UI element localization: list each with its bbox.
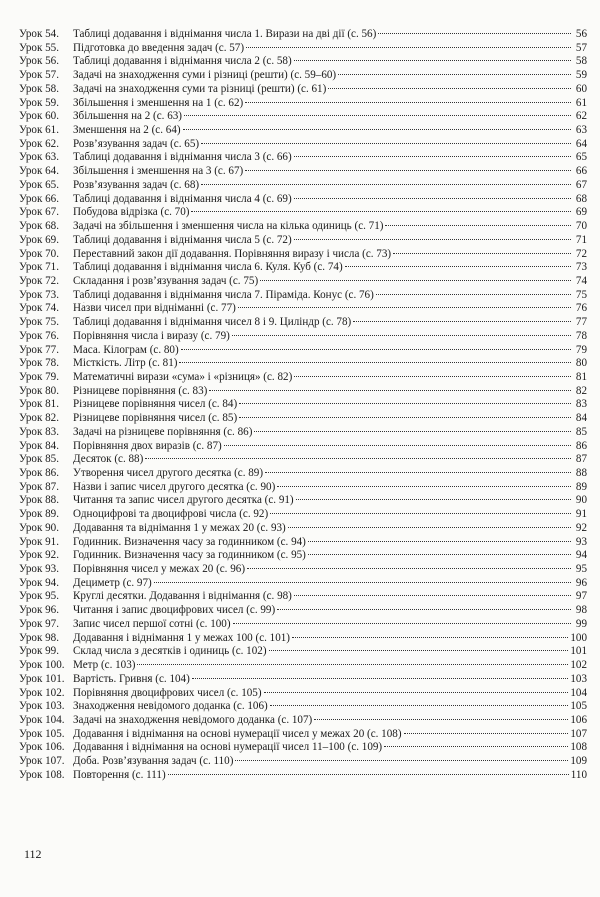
lesson-number: Урок 78. bbox=[19, 357, 60, 370]
toc-entry bbox=[19, 714, 587, 728]
toc-entry bbox=[19, 234, 587, 248]
lesson-number: Урок 64. bbox=[19, 165, 60, 178]
page-ref: 89 bbox=[575, 480, 587, 493]
toc-entry bbox=[19, 467, 587, 481]
lesson-number: Урок 70. bbox=[19, 247, 60, 260]
page-ref: 95 bbox=[575, 563, 587, 576]
toc-entry bbox=[19, 124, 587, 138]
lesson-number: Урок 95. bbox=[19, 590, 60, 603]
lesson-title: Різницеве порівняння (с. 83) bbox=[73, 384, 208, 397]
lesson-number: Урок 58. bbox=[19, 82, 60, 95]
lesson-title: Розв’язування задач (с. 68) bbox=[73, 178, 200, 191]
lesson-number: Урок 88. bbox=[19, 494, 60, 507]
dot-leader bbox=[137, 664, 568, 665]
lesson-number: Урок 59. bbox=[19, 96, 60, 109]
toc-entry bbox=[19, 632, 587, 646]
dot-leader bbox=[294, 198, 571, 199]
toc-entry bbox=[19, 398, 587, 412]
toc-entry bbox=[19, 330, 587, 344]
lesson-number: Урок 89. bbox=[19, 508, 60, 521]
lesson-number: Урок 93. bbox=[19, 563, 60, 576]
dot-leader bbox=[145, 458, 571, 459]
lesson-title: Таблиці додавання і віднімання числа 1. Вирази на дві дії (с. 56) bbox=[73, 28, 377, 40]
dot-leader bbox=[277, 486, 571, 487]
lesson-title: Переставний закон дії додавання. Порівняння виразу і числа (с. 73) bbox=[73, 247, 392, 260]
toc-entry bbox=[19, 206, 587, 220]
lesson-number: Урок 90. bbox=[19, 521, 60, 534]
lesson-title: Круглі десятки. Додавання і віднімання (с. 98) bbox=[73, 590, 292, 603]
page-ref: 92 bbox=[575, 521, 587, 534]
lesson-title: Годинник. Визначення часу за годинником (с. 95) bbox=[73, 549, 306, 562]
toc-entry bbox=[19, 549, 587, 563]
table-of-contents bbox=[19, 28, 587, 783]
toc-entry bbox=[19, 563, 587, 577]
page-ref: 103 bbox=[570, 672, 587, 685]
dot-leader bbox=[292, 637, 568, 638]
lesson-title: Додавання і віднімання на основі нумерації чисел 11–100 (с. 109) bbox=[73, 741, 383, 754]
lesson-number: Урок 105. bbox=[19, 727, 65, 740]
page-ref: 63 bbox=[575, 124, 587, 137]
page-ref: 106 bbox=[570, 713, 587, 726]
lesson-number: Урок 65. bbox=[19, 178, 60, 191]
lesson-number: Урок 75. bbox=[19, 316, 60, 329]
dot-leader bbox=[209, 390, 571, 391]
lesson-title: Запис чисел першої сотні (с. 100) bbox=[73, 617, 231, 630]
lesson-number: Урок 85. bbox=[19, 453, 60, 466]
lesson-number: Урок 102. bbox=[19, 686, 65, 699]
toc-entry bbox=[19, 179, 587, 193]
dot-leader bbox=[338, 74, 571, 75]
lesson-number: Урок 81. bbox=[19, 398, 60, 411]
page-ref: 65 bbox=[575, 151, 587, 164]
page-ref: 97 bbox=[575, 590, 587, 603]
lesson-number: Урок 74. bbox=[19, 302, 60, 315]
lesson-number: Урок 87. bbox=[19, 480, 60, 493]
lesson-title: Таблиці додавання і віднімання числа 4 (с. 69) bbox=[73, 192, 292, 205]
lesson-number: Урок 86. bbox=[19, 467, 60, 479]
dot-leader bbox=[224, 445, 571, 446]
toc-entry bbox=[19, 275, 587, 289]
lesson-number: Урок 84. bbox=[19, 439, 60, 452]
page-ref: 59 bbox=[575, 69, 587, 82]
page-ref: 107 bbox=[570, 727, 587, 740]
dot-leader bbox=[308, 554, 571, 555]
page-ref: 60 bbox=[575, 82, 587, 95]
lesson-title: Таблиці додавання і віднімання числа 2 (с. 58) bbox=[73, 55, 292, 68]
lesson-number: Урок 60. bbox=[19, 110, 60, 123]
lesson-number: Урок 92. bbox=[19, 549, 60, 562]
page-ref: 84 bbox=[575, 412, 587, 425]
lesson-number: Урок 106. bbox=[19, 741, 65, 754]
page-ref: 88 bbox=[575, 467, 587, 479]
lesson-number: Урок 56. bbox=[19, 55, 60, 68]
toc-entry bbox=[19, 385, 587, 399]
page-ref: 100 bbox=[570, 631, 587, 644]
page-ref: 61 bbox=[575, 96, 587, 109]
toc-entry bbox=[19, 42, 587, 56]
lesson-number: Урок 76. bbox=[19, 329, 60, 342]
lesson-title: Задачі на знаходження невідомого доданка (с. 107) bbox=[73, 713, 313, 726]
lesson-number: Урок 77. bbox=[19, 343, 60, 356]
lesson-title: Задачі на різницеве порівняння (с. 86) bbox=[73, 425, 253, 438]
lesson-number: Урок 71. bbox=[19, 261, 60, 274]
lesson-title: Таблиці додавання і віднімання числа 5 (с. 72) bbox=[73, 233, 292, 246]
page-ref: 102 bbox=[570, 659, 587, 672]
dot-leader bbox=[294, 239, 571, 240]
lesson-title: Дециметр (с. 97) bbox=[73, 576, 152, 589]
dot-leader bbox=[239, 403, 571, 404]
page-ref: 105 bbox=[570, 700, 587, 713]
page-ref: 74 bbox=[575, 274, 587, 287]
toc-entry bbox=[19, 289, 587, 303]
toc-entry bbox=[19, 165, 587, 179]
dot-leader bbox=[353, 321, 571, 322]
toc-entry bbox=[19, 769, 587, 783]
toc-entry bbox=[19, 755, 587, 769]
lesson-title: Склад числа з десятків і одиниць (с. 102) bbox=[73, 645, 267, 658]
dot-leader bbox=[328, 88, 571, 89]
lesson-number: Урок 100. bbox=[19, 659, 65, 672]
dot-leader bbox=[294, 595, 571, 596]
dot-leader bbox=[404, 733, 569, 734]
toc-entry bbox=[19, 69, 587, 83]
lesson-number: Урок 83. bbox=[19, 425, 60, 438]
page-ref: 81 bbox=[575, 370, 587, 383]
lesson-title: Збільшення і зменшення на 1 (с. 62) bbox=[73, 96, 244, 109]
lesson-title: Розв’язування задач (с. 65) bbox=[73, 137, 200, 150]
dot-leader bbox=[254, 431, 571, 432]
page-ref: 83 bbox=[575, 398, 587, 411]
lesson-number: Урок 69. bbox=[19, 233, 60, 246]
lesson-title: Різницеве порівняння чисел (с. 85) bbox=[73, 412, 238, 425]
page-ref: 86 bbox=[575, 439, 587, 452]
page-ref: 57 bbox=[575, 41, 587, 54]
lesson-number: Урок 63. bbox=[19, 151, 60, 164]
toc-entry bbox=[19, 220, 587, 234]
lesson-number: Урок 82. bbox=[19, 412, 60, 425]
dot-leader bbox=[235, 760, 568, 761]
page-ref: 96 bbox=[575, 576, 587, 589]
page-number: 112 bbox=[24, 847, 42, 861]
dot-leader bbox=[201, 184, 571, 185]
lesson-title: На́зви чисел при відніманні (с. 77) bbox=[73, 302, 236, 315]
lesson-number: Урок 107. bbox=[19, 755, 65, 768]
dot-leader bbox=[260, 280, 571, 281]
lesson-title: Збільшення і зменшення на 3 (с. 67) bbox=[73, 165, 244, 178]
dot-leader bbox=[154, 582, 571, 583]
lesson-title: Підготовка до введення задач (с. 57) bbox=[73, 41, 245, 54]
lesson-title: Складання і розв’язування задач (с. 75) bbox=[73, 274, 259, 287]
page-ref: 85 bbox=[575, 425, 587, 438]
lesson-number: Урок 101. bbox=[19, 672, 65, 685]
lesson-number: Урок 54. bbox=[19, 28, 60, 40]
dot-leader bbox=[376, 294, 571, 295]
lesson-title: Порівняння двох виразів (с. 87) bbox=[73, 439, 222, 452]
dot-leader bbox=[308, 541, 571, 542]
page-ref: 98 bbox=[575, 604, 587, 617]
dot-leader bbox=[168, 774, 569, 775]
page-ref: 91 bbox=[575, 508, 587, 521]
dot-leader bbox=[277, 609, 571, 610]
page-ref: 66 bbox=[575, 165, 587, 178]
page-ref: 109 bbox=[570, 755, 587, 768]
dot-leader bbox=[378, 33, 571, 34]
lesson-title: Додавання та віднімання 1 у межах 20 (с. 93) bbox=[73, 521, 286, 534]
page-ref: 75 bbox=[575, 288, 587, 301]
lesson-number: Урок 97. bbox=[19, 617, 60, 630]
page-ref: 77 bbox=[575, 316, 587, 329]
dot-leader bbox=[239, 417, 571, 418]
page-ref: 67 bbox=[575, 178, 587, 191]
page-ref: 56 bbox=[575, 28, 587, 40]
page-ref: 76 bbox=[575, 302, 587, 315]
lesson-title: Таблиці додавання і віднімання числа 6. Куля. Куб (с. 74) bbox=[73, 261, 343, 274]
page-ref: 90 bbox=[575, 494, 587, 507]
lesson-title: Таблиці додавання і віднімання числа 7. Піраміда. Конус (с. 76) bbox=[73, 288, 374, 301]
toc-entry bbox=[19, 645, 587, 659]
dot-leader bbox=[191, 211, 571, 212]
lesson-title: Маса. Кілограм (с. 80) bbox=[73, 343, 179, 356]
toc-entry bbox=[19, 440, 587, 454]
lesson-title: Одноцифрові та двоцифрові числа (с. 92) bbox=[73, 508, 269, 521]
lesson-title: Порівняння числа і виразу (с. 79) bbox=[73, 329, 230, 342]
lesson-number: Урок 94. bbox=[19, 576, 60, 589]
toc-entry bbox=[19, 357, 587, 371]
lesson-title: Місткість. Літр (с. 81) bbox=[73, 357, 178, 370]
toc-entry bbox=[19, 28, 587, 42]
lesson-title: На́зви і запис чисел другого десятка (с. 90) bbox=[73, 480, 276, 493]
lesson-number: Урок 67. bbox=[19, 206, 60, 219]
lesson-title: Десяток (с. 88) bbox=[73, 453, 144, 466]
lesson-title: Таблиці додавання і віднімання чисел 8 і 9. Циліндр (с. 78) bbox=[73, 316, 352, 329]
dot-leader bbox=[294, 376, 571, 377]
toc-entry bbox=[19, 673, 587, 687]
toc-entry bbox=[19, 741, 587, 755]
dot-leader bbox=[245, 102, 571, 103]
dot-leader bbox=[232, 335, 571, 336]
lesson-number: Урок 73. bbox=[19, 288, 60, 301]
dot-leader bbox=[181, 349, 571, 350]
lesson-number: Урок 80. bbox=[19, 384, 60, 397]
lesson-number: Урок 72. bbox=[19, 274, 60, 287]
lesson-title: Збільшення на 2 (с. 63) bbox=[73, 110, 183, 123]
toc-entry bbox=[19, 618, 587, 632]
page-ref: 99 bbox=[575, 617, 587, 630]
lesson-number: Урок 96. bbox=[19, 604, 60, 617]
dot-leader bbox=[264, 692, 569, 693]
page-ref: 72 bbox=[575, 247, 587, 260]
page-ref: 70 bbox=[575, 220, 587, 233]
dot-leader bbox=[393, 253, 571, 254]
lesson-title: Знаходження невідомого доданка (с. 106) bbox=[73, 700, 268, 713]
toc-entry bbox=[19, 728, 587, 742]
lesson-title: Задачі на знаходження суми і різниці (решти) (с. 59–60) bbox=[73, 69, 337, 82]
lesson-title: Повторення (с. 111) bbox=[73, 768, 166, 781]
toc-entry bbox=[19, 316, 587, 330]
toc-entry bbox=[19, 508, 587, 522]
dot-leader bbox=[201, 143, 571, 144]
dot-leader bbox=[270, 513, 571, 514]
toc-entry bbox=[19, 494, 587, 508]
toc-entry bbox=[19, 371, 587, 385]
page-ref: 71 bbox=[575, 233, 587, 246]
dot-leader bbox=[296, 499, 571, 500]
page-ref: 87 bbox=[575, 453, 587, 466]
lesson-title: Задачі на збільшення і зменшення числа на кілька одиниць (с. 71) bbox=[73, 220, 384, 233]
toc-entry bbox=[19, 700, 587, 714]
lesson-title: Математичні вирази «сума» і «різниця» (с. 82) bbox=[73, 370, 293, 383]
toc-entry bbox=[19, 344, 587, 358]
page-ref: 93 bbox=[575, 535, 587, 548]
lesson-number: Урок 99. bbox=[19, 645, 60, 658]
dot-leader bbox=[245, 170, 571, 171]
page-ref: 64 bbox=[575, 137, 587, 150]
toc-entry bbox=[19, 261, 587, 275]
page-ref: 73 bbox=[575, 261, 587, 274]
dot-leader bbox=[192, 678, 569, 679]
lesson-number: Урок 68. bbox=[19, 220, 60, 233]
toc-entry bbox=[19, 302, 587, 316]
toc-entry bbox=[19, 522, 587, 536]
toc-entry bbox=[19, 604, 587, 618]
lesson-title: Зменшення на 2 (с. 64) bbox=[73, 124, 181, 137]
lesson-number: Урок 66. bbox=[19, 192, 60, 205]
dot-leader bbox=[269, 650, 569, 651]
lesson-title: Вартість. Гривня (с. 104) bbox=[73, 672, 190, 685]
toc-entry bbox=[19, 83, 587, 97]
toc-entry bbox=[19, 426, 587, 440]
toc-entry bbox=[19, 536, 587, 550]
page-ref: 104 bbox=[570, 686, 587, 699]
lesson-title: Читання та запис чисел другого десятка (с. 91) bbox=[73, 494, 294, 507]
dot-leader bbox=[233, 623, 571, 624]
lesson-title: Таблиці додавання і віднімання числа 3 (с. 66) bbox=[73, 151, 292, 164]
toc-entry bbox=[19, 590, 587, 604]
dot-leader bbox=[183, 129, 571, 130]
lesson-number: Урок 103. bbox=[19, 700, 65, 713]
lesson-title: Різницеве порівняння чисел (с. 84) bbox=[73, 398, 238, 411]
dot-leader bbox=[288, 527, 571, 528]
dot-leader bbox=[238, 307, 571, 308]
dot-leader bbox=[384, 746, 568, 747]
dot-leader bbox=[385, 225, 571, 226]
lesson-number: Урок 108. bbox=[19, 768, 65, 781]
page-ref: 69 bbox=[575, 206, 587, 219]
lesson-title: Додавання і віднімання 1 у межах 100 (с. 101) bbox=[73, 631, 290, 644]
lesson-number: Урок 91. bbox=[19, 535, 60, 548]
page-ref: 68 bbox=[575, 192, 587, 205]
toc-entry bbox=[19, 577, 587, 591]
page-ref: 108 bbox=[570, 741, 587, 754]
lesson-title: Побудова відрізка (с. 70) bbox=[73, 206, 190, 219]
dot-leader bbox=[270, 705, 569, 706]
page-ref: 94 bbox=[575, 549, 587, 562]
lesson-title: Порівняння чисел у межах 20 (с. 96) bbox=[73, 563, 246, 576]
dot-leader bbox=[345, 266, 571, 267]
page-ref: 101 bbox=[570, 645, 587, 658]
toc-entry bbox=[19, 412, 587, 426]
lesson-title: Задачі на знаходження суми та різниці (решти) (с. 61) bbox=[73, 82, 327, 95]
page-ref: 80 bbox=[575, 357, 587, 370]
lesson-number: Урок 61. bbox=[19, 124, 60, 137]
toc-entry bbox=[19, 481, 587, 495]
lesson-number: Урок 98. bbox=[19, 631, 60, 644]
dot-leader bbox=[265, 472, 571, 473]
lesson-number: Урок 55. bbox=[19, 41, 60, 54]
dot-leader bbox=[314, 719, 568, 720]
lesson-number: Урок 57. bbox=[19, 69, 60, 82]
toc-entry bbox=[19, 659, 587, 673]
toc-entry bbox=[19, 193, 587, 207]
lesson-title: Метр (с. 103) bbox=[73, 659, 136, 672]
lesson-title: Порівняння двоцифрових чисел (с. 105) bbox=[73, 686, 262, 699]
dot-leader bbox=[247, 568, 571, 569]
toc-entry bbox=[19, 55, 587, 69]
dot-leader bbox=[184, 115, 571, 116]
dot-leader bbox=[294, 60, 571, 61]
toc-entry bbox=[19, 687, 587, 701]
toc-entry bbox=[19, 248, 587, 262]
page-ref: 62 bbox=[575, 110, 587, 123]
lesson-title: Додавання і віднімання на основі нумерації чисел у межах 20 (с. 108) bbox=[73, 727, 402, 740]
toc-entry bbox=[19, 110, 587, 124]
toc-entry bbox=[19, 151, 587, 165]
dot-leader bbox=[179, 362, 571, 363]
dot-leader bbox=[294, 156, 571, 157]
lesson-title: Читання і запис двоцифрових чисел (с. 99) bbox=[73, 604, 276, 617]
toc-entry bbox=[19, 138, 587, 152]
page-ref: 82 bbox=[575, 384, 587, 397]
lesson-title: Годинник. Визначення часу за годинником (с. 94) bbox=[73, 535, 306, 548]
lesson-number: Урок 62. bbox=[19, 137, 60, 150]
lesson-title: Доба. Розв’язування задач (с. 110) bbox=[73, 755, 234, 768]
lesson-title: Утворення чисел другого десятка (с. 89) bbox=[73, 467, 264, 479]
page-ref: 78 bbox=[575, 329, 587, 342]
page-ref: 58 bbox=[575, 55, 587, 68]
lesson-number: Урок 104. bbox=[19, 713, 65, 726]
page-ref: 110 bbox=[570, 768, 587, 781]
toc-entry bbox=[19, 97, 587, 111]
lesson-number: Урок 79. bbox=[19, 370, 60, 383]
toc-entry bbox=[19, 453, 587, 467]
page-ref: 79 bbox=[575, 343, 587, 356]
dot-leader bbox=[246, 47, 571, 48]
